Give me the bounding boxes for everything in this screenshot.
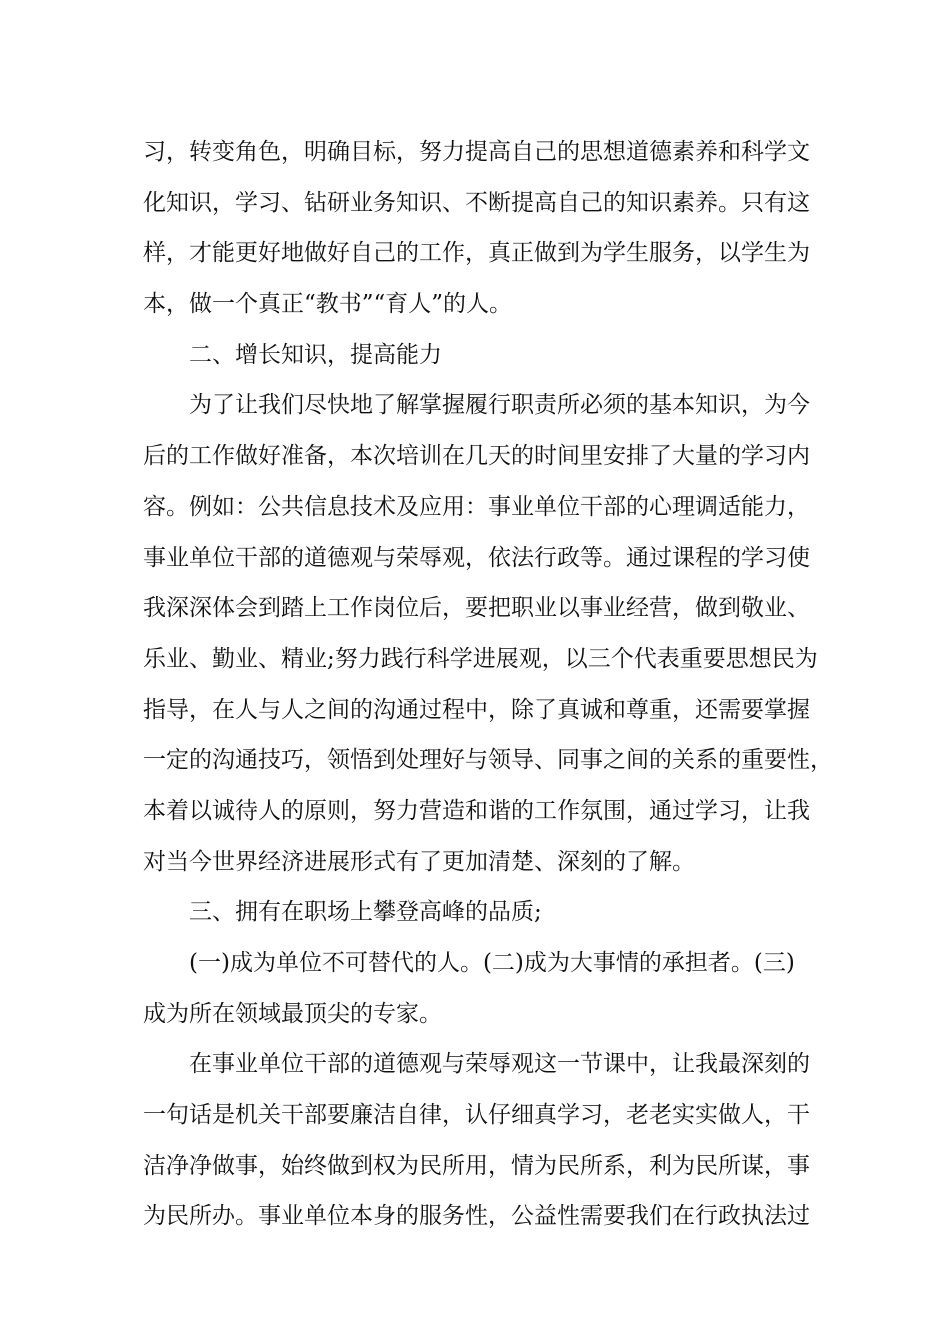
text-line: 为民所办。事业单位本身的服务性，公益性需要我们在行政执法过 [143, 1203, 810, 1230]
text-line: 本着以诚待人的原则，努力营造和谐的工作氛围，通过学习，让我 [143, 797, 810, 824]
text-line: 容。例如：公共信息技术及应用：事业单位干部的心理调适能力， [143, 493, 810, 520]
text-line: 在事业单位干部的道德观与荣辱观这一节课中，让我最深刻的 [189, 1051, 810, 1078]
section-heading-3: 三、拥有在职场上攀登高峰的品质; [189, 899, 542, 926]
text-line: 习，转变角色，明确目标，努力提高自己的思想道德素养和科学文 [143, 139, 810, 165]
text-line: 我深深体会到踏上工作岗位后，要把职业以事业经营，做到敬业、 [143, 595, 810, 622]
text-line: 本，做一个真正“教书”“育人”的人。 [143, 291, 513, 318]
text-line: 指导，在人与人之间的沟通过程中，除了真诚和尊重，还需要掌握 [143, 696, 810, 723]
section-heading-2: 二、增长知识，提高能力 [189, 341, 442, 368]
text-line: 后的工作做好准备，本次培训在几天的时间里安排了大量的学习内 [143, 443, 810, 470]
text-line: 一句话是机关干部要廉洁自律，认仔细真学习，老老实实做人，干 [143, 1102, 810, 1129]
text-line: 事业单位干部的道德观与荣辱观，依法行政等。通过课程的学习使 [143, 544, 810, 571]
text-line: 样，才能更好地做好自己的工作，真正做到为学生服务，以学生为 [143, 240, 810, 267]
body-text [143, 127, 833, 1242]
text-line: 乐业、勤业、精业;努力践行科学进展观，以三个代表重要思想民为 [143, 645, 818, 672]
text-line: 为了让我们尽快地了解掌握履行职责所必须的基本知识，为今 [189, 392, 810, 419]
text-line: 对当今世界经济进展形式有了更加清楚、深刻的了解。 [143, 848, 695, 875]
text-line: 洁净净做事，始终做到权为民所用，情为民所系，利为民所谋，事 [143, 1152, 810, 1179]
text-line: (一)成为单位不可替代的人。(二)成为大事情的承担者。(三) [189, 950, 795, 976]
text-line: 一定的沟通技巧，领悟到处理好与领导、同事之间的关系的重要性， [143, 747, 833, 774]
text-line: 成为所在领域最顶尖的专家。 [143, 1000, 442, 1027]
text-line: 化知识，学习、钻研业务知识、不断提高自己的知识素养。只有这 [143, 189, 810, 216]
